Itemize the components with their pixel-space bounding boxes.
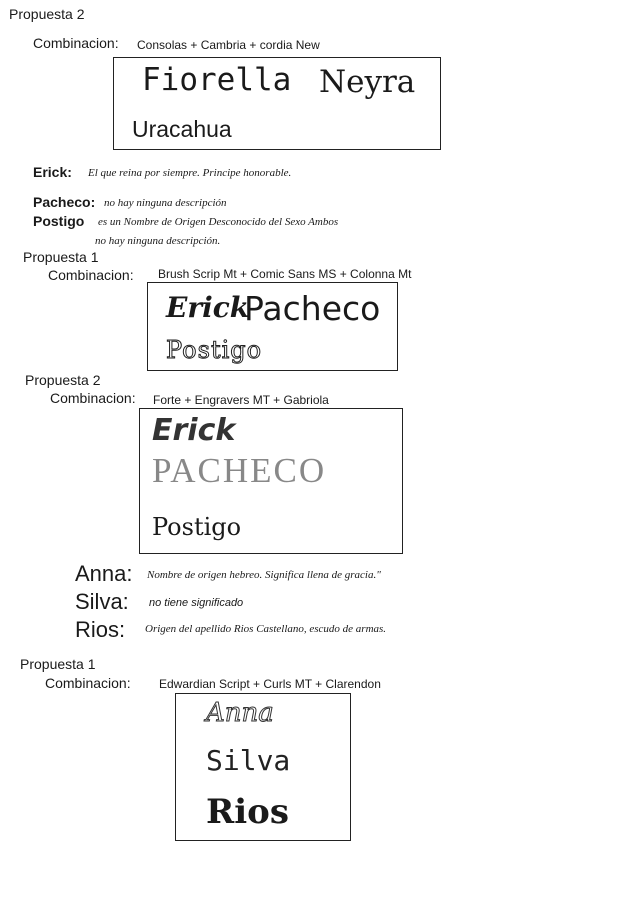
preview-surname-2: Uracahua [132,116,232,142]
preview-first-name: Fiorella [142,62,292,98]
meaning-name-rios: Rios: [75,617,126,642]
section-3-combo-fonts: Forte + Engravers MT + Gabriola [153,393,329,407]
preview-surname-1: Pacheco [244,289,381,328]
section-1-heading: Propuesta 2 [9,6,85,22]
meaning-desc-postigo-extra: no hay ninguna descripción. [95,235,221,247]
preview-first-name: Erick [166,291,250,324]
section-3-combo-label: Combinacion: [50,390,136,406]
meaning-name-pacheco: Pacheco: [33,194,96,210]
section-1-combo-fonts: Consolas + Cambria + cordia New [137,38,320,52]
meaning-desc-pacheco: no hay ninguna descripción [104,197,227,209]
preview-surname-1: PACHECO [152,451,327,490]
meaning-name-anna: Anna: [75,561,133,586]
preview-first-name: Erick [152,413,236,448]
section-4-combo-fonts: Edwardian Script + Curls MT + Clarendon [159,677,381,691]
meaning-desc-erick: El que reina por siempre. Principe honorable. [88,167,292,179]
preview-first-name: Anna [206,698,274,728]
meaning-name-postigo: Postigo [33,213,85,229]
section-1-preview-box [113,57,441,150]
preview-surname-2: Postigo [152,513,242,541]
meaning-desc-anna: Nombre de origen hebreo. Significa llena de gracia." [147,569,381,581]
preview-surname-1: Neyra [319,64,416,100]
preview-surname-2: Rios [206,792,289,832]
section-4-preview-box [175,693,351,841]
section-1-combo-label: Combinacion: [33,35,119,51]
meaning-name-erick: Erick: [33,164,72,180]
section-2-heading: Propuesta 1 [23,249,99,265]
meaning-desc-postigo: es un Nombre de Origen Desconocido del Sexo Ambos [98,216,339,228]
preview-surname-1: Silva [206,744,291,777]
section-2-combo-label: Combinacion: [48,267,134,283]
meaning-desc-rios: Origen del apellido Rios Castellano, escudo de armas. [145,623,387,635]
section-3-heading: Propuesta 2 [25,372,101,388]
section-2-combo-fonts: Brush Scrip Mt + Comic Sans MS + Colonna Mt [158,267,412,281]
section-2-preview-box [147,282,398,371]
meaning-desc-silva: no tiene significado [149,597,244,609]
meaning-name-silva: Silva: [75,589,129,614]
section-3-preview-box [139,408,403,554]
section-4-heading: Propuesta 1 [20,656,96,672]
section-4-combo-label: Combinacion: [45,675,131,691]
preview-surname-2: Postigo [166,336,263,364]
